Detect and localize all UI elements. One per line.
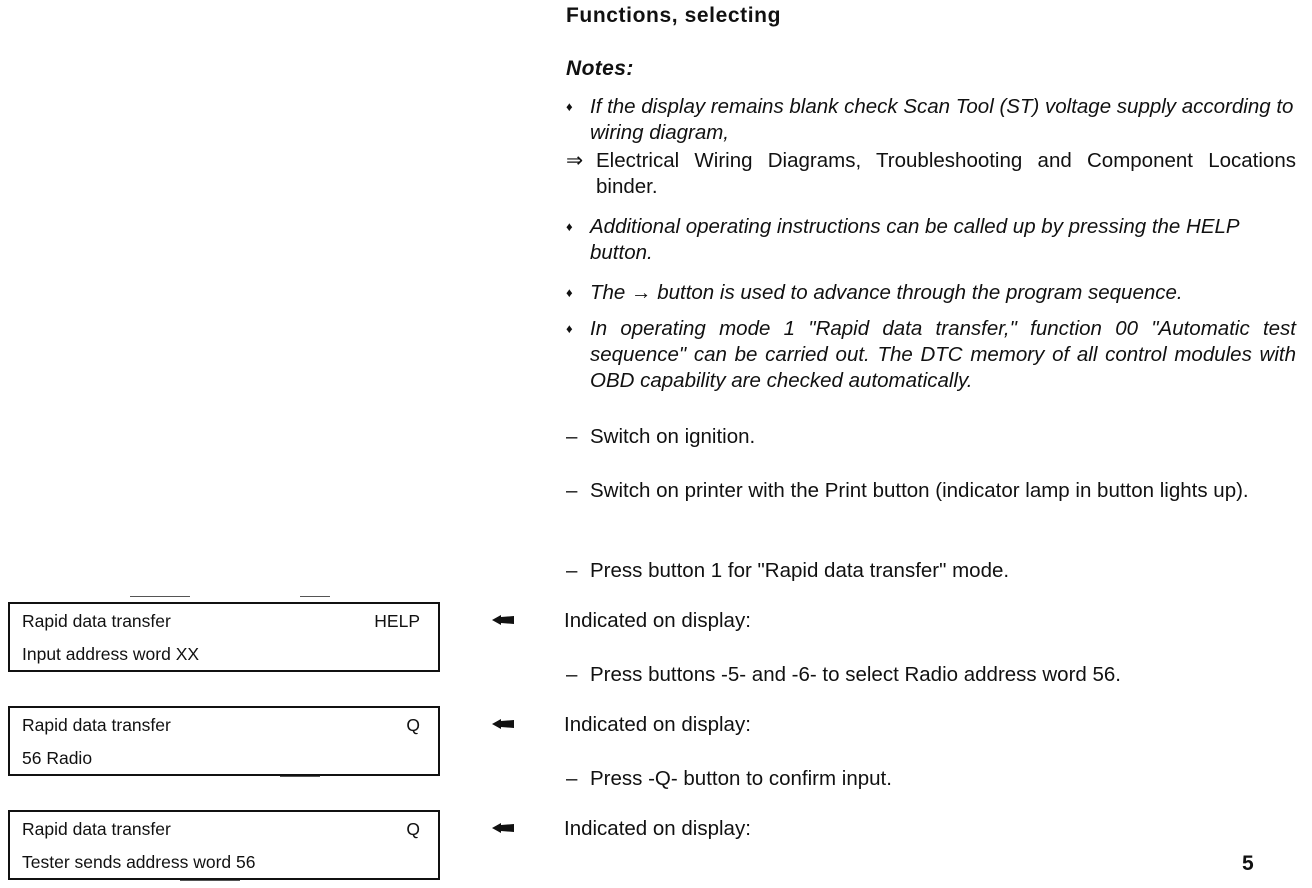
tester-display-box	[8, 706, 440, 776]
diamond-bullet-icon: ♦	[566, 285, 573, 300]
display-line-2: 56 Radio	[22, 748, 93, 768]
step-text: Press button 1 for "Rapid data transfer" mode.	[590, 559, 1010, 582]
dash-bullet: –	[566, 559, 578, 582]
note-text: If the display remains blank check Scan Tool (ST) voltage supply according to wiring diagram,	[590, 95, 1294, 144]
diamond-bullet-icon: ♦	[566, 99, 573, 114]
tester-display-box	[8, 602, 440, 672]
note-text: In operating mode 1 "Rapid data transfer," function 00 "Automatic test sequence" can be carried out. The DTC memory of all control modules with OBD capability are checked automatically.	[590, 317, 1296, 392]
display-line-2: Input address word XX	[22, 644, 200, 664]
note-item	[566, 316, 1296, 394]
note-item	[566, 280, 1296, 306]
display-line-1: Rapid data transfer	[22, 611, 171, 631]
step-text: Switch on ignition.	[590, 425, 756, 448]
indicated-label: Indicated on display:	[564, 713, 751, 736]
diamond-bullet-icon: ♦	[566, 219, 573, 234]
dash-bullet: –	[566, 663, 578, 686]
tester-display-box	[8, 810, 440, 880]
scan-artifact	[130, 596, 190, 597]
step-item	[566, 662, 1296, 688]
display-key-label: Q	[406, 819, 420, 839]
step-text: Switch on printer with the Print button (indicator lamp in button lights up).	[590, 479, 1249, 502]
indicated-label: Indicated on display:	[564, 609, 751, 632]
reference-arrow-icon: ⇒	[566, 149, 584, 172]
pointer-arrow-icon	[492, 821, 514, 835]
scan-artifact	[300, 596, 330, 597]
display-key-label: HELP	[374, 611, 420, 631]
dash-bullet: –	[566, 479, 578, 502]
scan-artifact	[280, 776, 320, 777]
note-item	[566, 214, 1296, 266]
reference-item	[566, 148, 1296, 200]
step-item	[566, 478, 1296, 504]
pointer-arrow-icon	[492, 613, 514, 627]
step-item	[566, 766, 1296, 792]
display-key-label: Q	[406, 715, 420, 735]
indicated-label: Indicated on display:	[564, 817, 751, 840]
display-line-1: Rapid data transfer	[22, 819, 171, 839]
note-text: The → button is used to advance through the program sequence.	[590, 281, 1183, 304]
page-number: 5	[1242, 852, 1254, 875]
display-line-1: Rapid data transfer	[22, 715, 171, 735]
reference-text: Electrical Wiring Diagrams, Troubleshooting and Component Locations binder.	[596, 149, 1296, 198]
step-text: Press -Q- button to confirm input.	[590, 767, 892, 790]
step-item	[566, 558, 1296, 584]
step-text: Press buttons -5- and -6- to select Radio address word 56.	[590, 663, 1121, 686]
pointer-arrow-icon	[492, 717, 514, 731]
scan-artifact	[180, 880, 240, 881]
note-text: Additional operating instructions can be called up by pressing the HELP button.	[590, 215, 1239, 264]
display-line-2: Tester sends address word 56	[22, 852, 256, 872]
notes-heading: Notes:	[566, 57, 634, 80]
dash-bullet: –	[566, 767, 578, 790]
dash-bullet: –	[566, 425, 578, 448]
note-item	[566, 94, 1296, 146]
page-title: Functions, selecting	[566, 4, 782, 27]
diamond-bullet-icon: ♦	[566, 321, 573, 336]
step-item	[566, 424, 1296, 450]
